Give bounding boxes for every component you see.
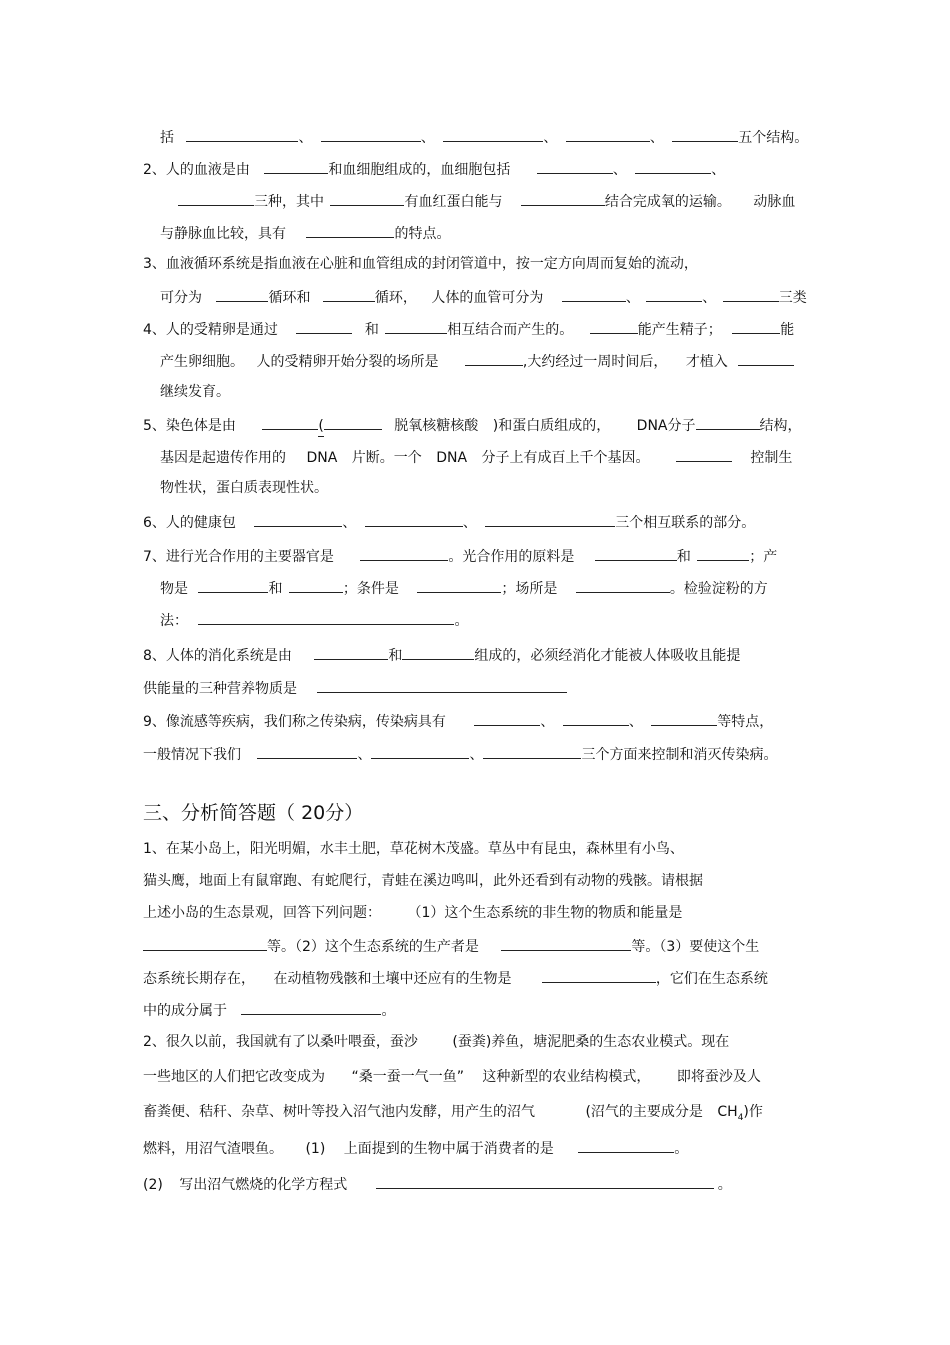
- answer-blank[interactable]: [465, 350, 523, 366]
- q7-line-3: 法： 。: [160, 609, 468, 631]
- answer-blank[interactable]: [676, 446, 732, 462]
- answer-blank[interactable]: [542, 967, 656, 983]
- answer-blank[interactable]: [254, 511, 342, 527]
- q3-line-2: 可分为 循环和 循环， 人体的血管可分为 、 、 三类: [160, 286, 807, 308]
- s3-q1-line-2: 猫头鹰，地面上有鼠窜跑、有蛇爬行，青蛙在溪边鸣叫，此外还看到有动物的残骸。请根据: [143, 873, 703, 889]
- q4-line-1: 4、人的受精卵是通过 和 相互结合而产生的。 能产生精子； 能: [143, 318, 794, 340]
- q9-line-2: 一般情况下我们 、 、 三个方面来控制和消灭传染病。: [143, 743, 777, 765]
- answer-blank[interactable]: [590, 318, 638, 334]
- q5-line-2: 基因是起遗传作用的 DNA 片断。一个 DNA 分子上有成百上千个基因。 控制生: [160, 446, 792, 468]
- answer-blank[interactable]: [738, 350, 794, 366]
- answer-blank[interactable]: [723, 286, 779, 302]
- s3-q2-line-5: (2) 写出沼气燃烧的化学方程式 。: [143, 1173, 732, 1195]
- answer-blank[interactable]: [216, 286, 268, 302]
- answer-blank[interactable]: [257, 743, 357, 759]
- answer-blank[interactable]: [376, 1173, 714, 1189]
- answer-blank[interactable]: [485, 511, 615, 527]
- s3-q2-line-3: 畜粪便、秸秆、杂草、树叶等投入沼气池内发酵，用产生的沼气 (沼气的主要成分是 $CH_4$)作: [143, 1104, 763, 1123]
- answer-blank[interactable]: [483, 743, 581, 759]
- answer-blank[interactable]: [732, 318, 780, 334]
- answer-blank[interactable]: [474, 710, 540, 726]
- answer-blank[interactable]: [696, 414, 760, 430]
- answer-blank[interactable]: [324, 414, 382, 430]
- s3-q1-line-4: 等。（2）这个生态系统的生产者是 等。（3）要使这个生: [143, 935, 759, 957]
- answer-blank[interactable]: [314, 644, 388, 660]
- answer-blank[interactable]: [672, 126, 738, 142]
- answer-blank[interactable]: [566, 126, 650, 142]
- answer-blank[interactable]: [537, 158, 613, 174]
- answer-blank[interactable]: [562, 286, 626, 302]
- answer-blank[interactable]: [306, 222, 394, 238]
- answer-blank[interactable]: [296, 318, 352, 334]
- section-3-heading: 三、分析简答题（ 20分）: [143, 802, 364, 824]
- q9-line-1: 9、像流感等疾病，我们称之传染病，传染病具有 、 、 等特点，: [143, 710, 773, 732]
- answer-blank[interactable]: [578, 1137, 674, 1153]
- s3-q1-line-5: 态系统长期存在， 在动植物残骸和土壤中还应有的生物是 ，它们在生态系统: [143, 967, 768, 989]
- answer-blank[interactable]: [323, 286, 375, 302]
- answer-blank[interactable]: [289, 577, 343, 593]
- answer-blank[interactable]: [264, 158, 328, 174]
- answer-blank[interactable]: [198, 609, 454, 625]
- s3-q2-line-1: 2、很久以前，我国就有了以桑叶喂蚕，蚕沙 (蚕粪)养鱼，塘泥肥桑的生态农业模式。现在: [143, 1034, 730, 1050]
- answer-blank[interactable]: [697, 545, 749, 561]
- s3-q2-line-4: 燃料，用沼气渣喂鱼。 (1) 上面提到的生物中属于消费者的是 。: [143, 1137, 688, 1159]
- q1-continuation: 括 、 、 、 、 五个结构。: [160, 126, 808, 148]
- q2-line-2: 三种，其中 有血红蛋白能与 结合完成氧的运输。 动脉血: [178, 190, 795, 212]
- answer-blank[interactable]: [646, 286, 702, 302]
- q8-line-2: 供能量的三种营养物质是: [143, 677, 567, 699]
- answer-blank[interactable]: [417, 577, 501, 593]
- answer-blank[interactable]: [198, 577, 268, 593]
- answer-blank[interactable]: [521, 190, 605, 206]
- q5-line-1: 5、染色体是由 ( 脱氧核糖核酸 )和蛋白质组成的， DNA分子 结构，: [143, 414, 802, 437]
- answer-blank[interactable]: [262, 414, 318, 430]
- answer-blank[interactable]: [635, 158, 711, 174]
- answer-blank[interactable]: [563, 710, 629, 726]
- q7-line-2: 物是 和 ；条件是 ；场所是 。检验淀粉的方: [160, 577, 768, 599]
- q8-line-1: 8、人体的消化系统是由 和 组成的，必须经消化才能被人体吸收且能提: [143, 644, 740, 666]
- answer-blank[interactable]: [317, 677, 567, 693]
- q2-line-3: 与静脉血比较，具有 的特点。: [160, 222, 450, 244]
- answer-blank[interactable]: [371, 743, 469, 759]
- answer-blank[interactable]: [365, 511, 463, 527]
- q6-line-1: 6、人的健康包 、 、 三个相互联系的部分。: [143, 511, 755, 533]
- q5-line-3: 物性状，蛋白质表现性状。: [160, 480, 328, 496]
- answer-blank[interactable]: [576, 577, 670, 593]
- s3-q1-line-6: 中的成分属于 。: [143, 999, 395, 1021]
- q3-line-1: 3、血液循环系统是指血液在心脏和血管组成的封闭管道中，按一定方向周而复始的流动，: [143, 256, 698, 272]
- answer-blank[interactable]: [330, 190, 404, 206]
- answer-blank[interactable]: [651, 710, 717, 726]
- s3-q1-line-1: 1、在某小岛上，阳光明媚，水丰土肥，草花树木茂盛。草丛中有昆虫，森林里有小鸟、: [143, 841, 684, 857]
- s3-q1-line-3: 上述小岛的生态景观，回答下列问题： （1）这个生态系统的非生物的物质和能量是: [143, 905, 683, 921]
- q4-line-3: 继续发育。: [160, 384, 230, 400]
- answer-blank[interactable]: [443, 126, 543, 142]
- q2-line-1: 2、人的血液是由 和血细胞组成的，血细胞包括 、 、: [143, 158, 725, 180]
- answer-blank[interactable]: [501, 935, 631, 951]
- answer-blank[interactable]: [595, 545, 677, 561]
- answer-blank[interactable]: [186, 126, 298, 142]
- answer-blank[interactable]: [241, 999, 381, 1015]
- answer-blank[interactable]: [385, 318, 447, 334]
- answer-blank[interactable]: [360, 545, 448, 561]
- answer-blank[interactable]: [321, 126, 421, 142]
- s3-q2-line-2: 一些地区的人们把它改变成为 “桑一蚕一气一鱼” 这种新型的农业结构模式， 即将蚕沙及人: [143, 1069, 761, 1085]
- answer-blank[interactable]: [402, 644, 474, 660]
- answer-blank[interactable]: [178, 190, 254, 206]
- q7-line-1: 7、进行光合作用的主要器官是 。光合作用的原料是 和 ；产: [143, 545, 777, 567]
- q4-line-2: 产生卵细胞。 人的受精卵开始分裂的场所是 ,大约经过一周时间后， 才植入: [160, 350, 794, 372]
- answer-blank[interactable]: [143, 935, 267, 951]
